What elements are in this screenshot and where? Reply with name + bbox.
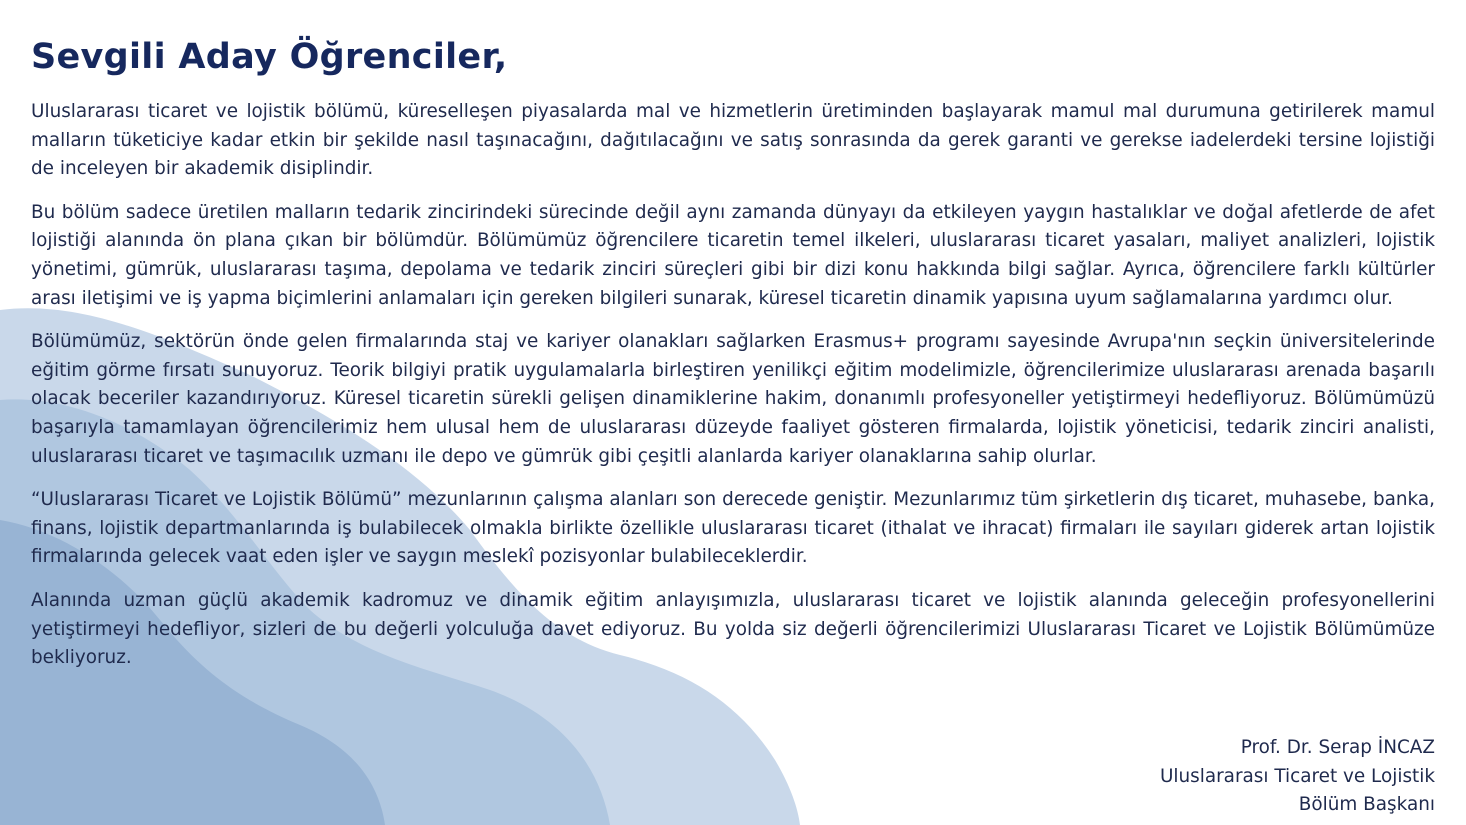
signature-block — [1160, 734, 1435, 820]
paragraph-invitation: Alanında uzman güçlü akademik kadromuz ve dinamik eğitim anlayışımızla, uluslararası ticaret ve lojistik alanında geleceğin profesyonellerini yetiştirmeyi hedefliyor, sizleri de bu değerli yolculuğa davet ediyoruz. Bu yolda siz değerli öğrencilerimizi Uluslararası Ticaret ve Lojistik Bölümümüze bekliyoruz. — [31, 589, 1435, 669]
paragraph-career-fields: “Uluslararası Ticaret ve Lojistik Bölümü” mezunlarının çalışma alanları son derecede geniştir. Mezunlarımız tüm şirketlerin dış ticaret, muhasebe, banka, finans, lojistik departmanlarında iş bulabilecek olmakla birlikte özellikle uluslararası ticaret (ithalat ve ihracat) firmaları ile sayıları giderek artan lojistik firmalarında gelecek vaat eden işler ve saygın meslekî pozisyonlar bulabileceklerdir. — [31, 489, 1435, 568]
signature-name: Prof. Dr. Serap İNCAZ — [1240, 737, 1435, 758]
letter-greeting: Sevgili Aday Öğrenciler, — [31, 37, 508, 77]
paragraph-program-definition: Uluslararası ticaret ve lojistik bölümü, küreselleşen piyasalarda mal ve hizmetlerin üretiminden başlayarak mamul mal durumuna getirilerek mamul malların tüketiciye kadar etkin bir şekilde nasıl taşınacağını, dağıtılacağını ve satış sonrasında da gerek garanti ve gerekse iadelerdeki tersine lojistiği de inceleyen bir akademik disiplindir. — [31, 101, 1435, 180]
letter-body — [31, 34, 1435, 688]
signature-department: Uluslararası Ticaret ve Lojistik — [1159, 765, 1435, 787]
signature-role: Bölüm Başkanı — [1298, 794, 1435, 816]
paragraph-opportunities: Bölümümüz, sektörün önde gelen firmalarında staj ve kariyer olanakları sağlarken Erasmus+ programı sayesinde Avrupa'nın seçkin üniversitelerinde eğitim görme fırsatı sunuyoruz. Teorik bilgiyi pratik uygulamalarla birleştiren yenilikçi eğitim modelimizle, öğrencilerimize uluslararası arenada başarılı olacak beceriler kazandırıyoruz. Küresel ticaretin sürekli gelişen dinamiklerine hakim, donanımlı profesyoneller yetiştirmeyi hedefliyoruz. Bölümümüzü başarıyla tamamlayan öğrencilerimiz hem ulusal hem de uluslararası düzeyde faaliyet gösteren firmalarda, lojistik yöneticisi, tedarik zinciri analisti, uluslararası ticaret ve taşımacılık uzmanı ile depo ve gümrük gibi çeşitli alanlarda kariyer olanaklarına sahip olurlar. — [31, 331, 1435, 467]
paragraph-curriculum: Bu bölüm sadece üretilen malların tedarik zincirindeki sürecinde değil aynı zamanda dünyayı da etkileyen yaygın hastalıklar ve doğal afetlerde de afet lojistiği alanında ön plana çıkan bir bölümdür. Bölümümüz öğrencilere ticaretin temel ilkeleri, uluslararası ticaret yasaları, maliyet analizleri, lojistik yönetimi, gümrük, uluslararası taşıma, depolama ve tedarik zinciri süreçleri gibi bir dizi konu hakkında bilgi sağlar. Ayrıca, öğrencilere farklı kültürler arası iletişimi ve iş yapma biçimlerini anlamaları için gereken bilgileri sunarak, küresel ticaretin dinamik yapısına uyum sağlamalarına yardımcı olur. — [31, 201, 1435, 309]
